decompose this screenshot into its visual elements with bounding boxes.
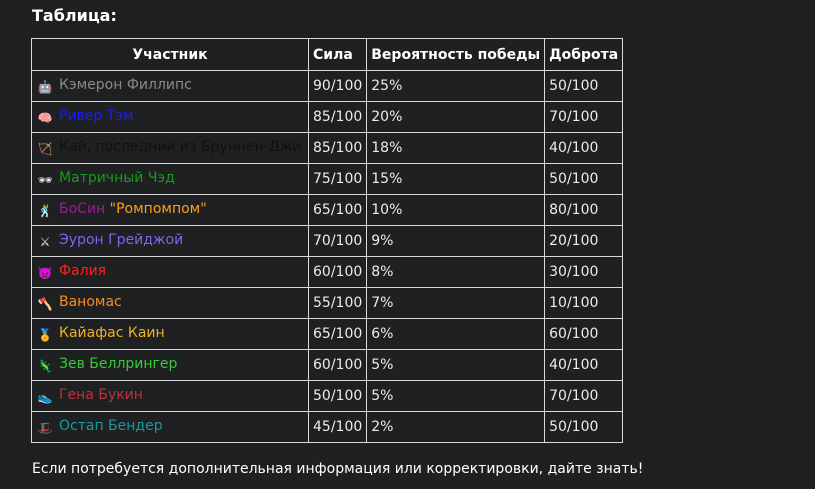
table-row	[32, 164, 623, 195]
strength-cell: 65/100	[309, 195, 367, 226]
table-row	[32, 226, 623, 257]
strength-cell: 85/100	[309, 133, 367, 164]
strength-cell: 45/100	[309, 412, 367, 443]
participant-cell	[32, 226, 309, 257]
win-chance-cell: 10%	[367, 195, 545, 226]
header-participant: Участник	[32, 39, 309, 71]
strength-cell: 70/100	[309, 226, 367, 257]
participant-name: Эурон Грейджой	[59, 232, 184, 248]
kindness-cell: 40/100	[545, 350, 623, 381]
shoe-icon: 👟	[37, 390, 53, 404]
participant-cell	[32, 412, 309, 443]
participant-name: Кайафас Каин	[59, 325, 165, 341]
win-chance-cell: 6%	[367, 319, 545, 350]
table-row	[32, 288, 623, 319]
strength-cell: 60/100	[309, 257, 367, 288]
header-kindness: Доброта	[545, 39, 623, 71]
table-row	[32, 71, 623, 102]
win-chance-cell: 9%	[367, 226, 545, 257]
table-row	[32, 102, 623, 133]
participant-name: Зев Беллрингер	[59, 356, 178, 372]
kindness-cell: 70/100	[545, 381, 623, 412]
strength-cell: 65/100	[309, 319, 367, 350]
participant-cell	[32, 350, 309, 381]
participant-name: Матричный Чэд	[59, 170, 175, 186]
win-chance-cell: 2%	[367, 412, 545, 443]
brain-icon: 🧠	[37, 111, 53, 125]
win-chance-cell: 5%	[367, 381, 545, 412]
participants-table	[31, 38, 623, 443]
table-header-row	[32, 39, 623, 71]
sunglasses-icon: 🕶	[37, 173, 53, 187]
participant-name: Кэмерон Филлипс	[59, 77, 192, 93]
kindness-cell: 20/100	[545, 226, 623, 257]
table-row	[32, 319, 623, 350]
win-chance-cell: 15%	[367, 164, 545, 195]
participant-cell	[32, 102, 309, 133]
participant-name: Гена Букин	[59, 387, 143, 403]
participant-cell	[32, 164, 309, 195]
participant-cell	[32, 257, 309, 288]
top-hat-icon: 🎩	[37, 421, 53, 435]
bow-and-arrow-icon: 🏹	[37, 142, 53, 156]
strength-cell: 60/100	[309, 350, 367, 381]
kindness-cell: 70/100	[545, 102, 623, 133]
win-chance-cell: 18%	[367, 133, 545, 164]
devil-icon: 👿	[37, 266, 53, 280]
table-row	[32, 257, 623, 288]
header-strength: Сила	[309, 39, 367, 71]
table-row	[32, 412, 623, 443]
kindness-cell: 50/100	[545, 71, 623, 102]
win-chance-cell: 20%	[367, 102, 545, 133]
kindness-cell: 10/100	[545, 288, 623, 319]
win-chance-cell: 5%	[367, 350, 545, 381]
seahorse-icon: 🦎	[37, 359, 53, 373]
kindness-cell: 80/100	[545, 195, 623, 226]
win-chance-cell: 25%	[367, 71, 545, 102]
participant-cell	[32, 319, 309, 350]
crossed-swords-icon: ⚔	[39, 235, 51, 249]
strength-cell: 85/100	[309, 102, 367, 133]
participant-name: Остап Бендер	[59, 418, 163, 434]
kindness-cell: 40/100	[545, 133, 623, 164]
strength-cell: 55/100	[309, 288, 367, 319]
axe-icon: 🪓	[37, 297, 53, 311]
table-row	[32, 381, 623, 412]
kindness-cell: 60/100	[545, 319, 623, 350]
participant-cell	[32, 288, 309, 319]
medal-icon: 🏅	[37, 328, 53, 342]
kindness-cell: 50/100	[545, 412, 623, 443]
dancer-icon: 🕺	[37, 204, 53, 218]
strength-cell: 90/100	[309, 71, 367, 102]
kindness-cell: 30/100	[545, 257, 623, 288]
footer-note: Если потребуется дополнительная информация или корректировки, дайте знать!	[32, 461, 644, 477]
participant-name: БоСин	[59, 201, 106, 217]
strength-cell: 75/100	[309, 164, 367, 195]
header-win-chance: Вероятность победы	[367, 39, 545, 71]
robot-icon: 🤖	[37, 80, 53, 94]
win-chance-cell: 8%	[367, 257, 545, 288]
table-row	[32, 350, 623, 381]
participant-cell	[32, 381, 309, 412]
table-row	[32, 133, 623, 164]
participant-name: Ваномас	[59, 294, 122, 310]
participant-cell	[32, 133, 309, 164]
win-chance-cell: 7%	[367, 288, 545, 319]
kindness-cell: 50/100	[545, 164, 623, 195]
participant-name: Ривер Тэм	[59, 108, 134, 124]
participant-name: Фалия	[59, 263, 107, 279]
table-title: Таблица:	[32, 6, 117, 25]
participant-cell	[32, 195, 309, 226]
participant-nickname: "Ромпомпом"	[109, 201, 207, 217]
participant-name: Кай, последний из Бруннен-Джи	[59, 139, 302, 155]
participant-cell	[32, 71, 309, 102]
table-row	[32, 195, 623, 226]
strength-cell: 50/100	[309, 381, 367, 412]
